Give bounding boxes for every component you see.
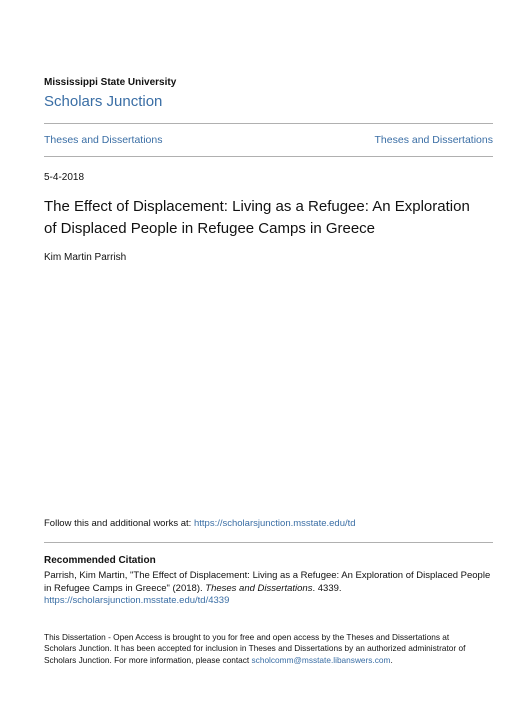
contact-email-link[interactable]: scholcomm@msstate.libanswers.com (251, 654, 391, 665)
citation-link[interactable]: https://scholarsjunction.msstate.edu/td/4339 (44, 595, 230, 606)
citation-line-1: Parrish, Kim Martin, "The Effect of Displacement: Living as a Refugee: An Exploration of Displaced People (44, 570, 491, 581)
publication-date: 5-4-2018 (44, 172, 85, 183)
access-statement (44, 632, 493, 666)
footer-line-3-prefix: Scholars Junction. For more information, please contact (44, 654, 252, 665)
cover-page (44, 0, 493, 720)
citation-line-2 (44, 583, 493, 596)
title-line-2: of Displaced People in Refugee Camps in Greece (44, 220, 376, 237)
divider-top (44, 123, 493, 124)
citation-heading: Recommended Citation (44, 555, 156, 566)
citation-series: Theses and Dissertations (205, 582, 313, 594)
document-title (44, 196, 493, 240)
collection-links (44, 134, 493, 146)
footer-line-3 (44, 655, 493, 666)
institution-name: Mississippi State University (44, 77, 177, 88)
footer-line-2: Scholars Junction. It has been accepted for inclusion in Theses and Dissertations by an authorized administrator of (44, 643, 466, 654)
citation-line-2-suffix: . 4339. (312, 582, 342, 594)
citation-line-2-prefix: in Refugee Camps in Greece" (2018). (44, 582, 206, 594)
follow-line (44, 518, 356, 529)
footer-line-1: This Dissertation - Open Access is brought to you for free and open access by the Theses and Dissertations at (44, 632, 450, 642)
collection-link-right[interactable]: Theses and Dissertations (374, 134, 493, 146)
divider-collections (44, 156, 493, 157)
footer-line-3-suffix: . (390, 654, 393, 665)
collection-link-left[interactable]: Theses and Dissertations (44, 134, 163, 146)
follow-link[interactable]: https://scholarsjunction.msstate.edu/td (193, 518, 356, 529)
title-line-1: The Effect of Displacement: Living as a Refugee: An Exploration (44, 198, 470, 215)
author-name: Kim Martin Parrish (44, 252, 127, 263)
repository-name[interactable]: Scholars Junction (44, 93, 163, 110)
divider-citation (44, 542, 493, 543)
follow-text: Follow this and additional works at: (44, 518, 194, 529)
citation-block (44, 570, 493, 608)
